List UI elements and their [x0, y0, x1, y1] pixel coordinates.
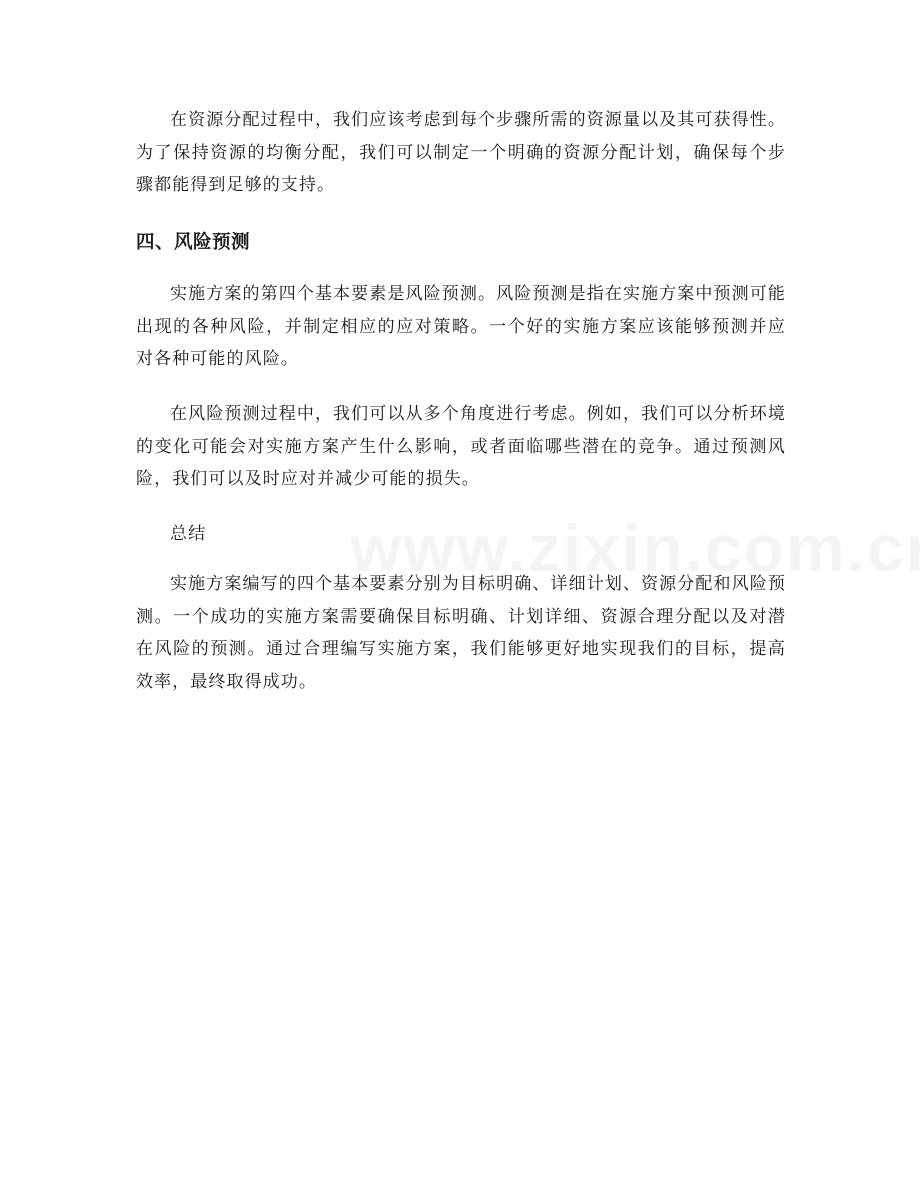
section-heading-risk-prediction: 四、风险预测 [136, 232, 251, 253]
summary-label: 总结 [170, 524, 207, 544]
paragraph-summary: 实施方案编写的四个基本要素分别为目标明确、详细计划、资源分配和风险预测。一个成功的实施方案需要确保目标明确、计划详细、资源合理分配以及对潜在风险的预测。通过合理编写实施方案，我们能够更好地实现我们的目标，提高效率，最终取得成功。 [136, 574, 786, 692]
paragraph-risk-definition: 实施方案的第四个基本要素是风险预测。风险预测是指在实施方案中预测可能出现的各种风险，并制定相应的应对策略。一个好的实施方案应该能够预测并应对各种可能的风险。 [136, 284, 786, 369]
paragraph-risk-process: 在风险预测过程中，我们可以从多个角度进行考虑。例如，我们可以分析环境的变化可能会对实施方案产生什么影响，或者面临哪些潜在的竞争。通过预测风险，我们可以及时应对并减少可能的损失。 [136, 404, 786, 489]
paragraph-resource-allocation: 在资源分配过程中，我们应该考虑到每个步骤所需的资源量以及其可获得性。为了保持资源的均衡分配，我们可以制定一个明确的资源分配计划，确保每个步骤都能得到足够的支持。 [136, 110, 786, 195]
